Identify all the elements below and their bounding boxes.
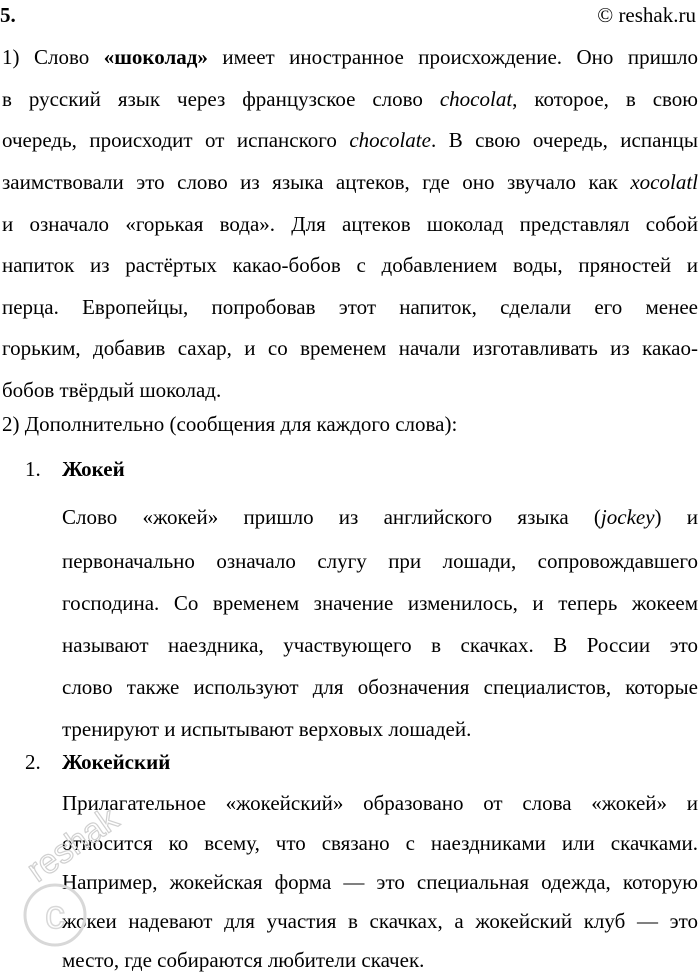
text-line: Например, жокейская форма — это специальная одежда, которую: [62, 870, 698, 894]
list-number: 2.: [25, 750, 41, 774]
list-title: Жокей: [62, 457, 125, 481]
text-line: Прилагательное «жокейский» образовано от слова «жокей» и: [62, 791, 698, 815]
text-line: [2, 42, 698, 72]
italic-word: chocolate: [349, 128, 431, 152]
text-line: перца. Европейцы, попробовав этот напиток, сделали его менее: [2, 295, 698, 319]
svg-text:reshak: reshak: [20, 800, 126, 890]
text: заимствовали это слово из языка ацтеков, где оно звучало как: [2, 170, 631, 194]
text: . В свою очередь, испанцы: [430, 128, 699, 152]
text-line: называют наездника, участвующего в скачках. В России это: [62, 633, 698, 657]
italic-word: chocolat: [439, 87, 513, 111]
text-line: [2, 84, 698, 114]
paragraph-2: 2) Дополнительно (сообщения для каждого слова):: [2, 412, 458, 436]
bold-word: «шоколад»: [103, 45, 208, 69]
copyright-label: © reshak.ru: [597, 3, 696, 27]
text-line: [2, 125, 698, 155]
text-line: горьким, добавив сахар, и со временем начали изготавливать из какао-: [2, 336, 698, 360]
text-line: напиток из растёртых какао-бобов с добавлением воды, пряностей и: [2, 253, 698, 277]
text-line: [2, 167, 698, 197]
text: 1) Слово: [2, 45, 104, 69]
text-line: слово также используют для обозначения специалистов, которые: [62, 675, 698, 699]
text: Слово «жокей» пришло из английского языка (: [62, 505, 601, 529]
text-line: первоначально означало слугу при лошади, сопровождавшего: [62, 549, 698, 573]
text-line: бобов твёрдый шоколад.: [2, 378, 222, 402]
text-line: господина. Со временем значение изменилось, и теперь жокеем: [62, 591, 698, 615]
text-line: тренируют и испытывают верховых лошадей.: [62, 717, 472, 741]
list-number: 1.: [25, 457, 41, 481]
text: в русский язык через французское слово: [2, 87, 440, 111]
list-title: Жокейский: [62, 750, 171, 774]
text: имеет иностранное происхождение. Оно пришло: [207, 45, 698, 69]
text-line: место, где собираются любители скачек.: [62, 948, 425, 972]
svg-text:c: c: [45, 893, 65, 937]
text: ) и: [654, 505, 699, 529]
text-line: [62, 502, 698, 532]
text: , которое, в свою: [512, 87, 698, 111]
italic-word: jockey: [600, 505, 655, 529]
text-line: жокеи надевают для участия в скачках, а жокейский клуб — это: [62, 909, 698, 933]
italic-word: xocolatl: [630, 170, 698, 194]
text-line: и означало «горькая вода». Для ацтеков шоколад представлял собой: [2, 212, 698, 236]
exercise-number: 5.: [0, 3, 16, 27]
text-line: относится ко всему, что связано с наездниками или скачками.: [62, 831, 698, 855]
text: очередь, происходит от испанского: [2, 128, 350, 152]
